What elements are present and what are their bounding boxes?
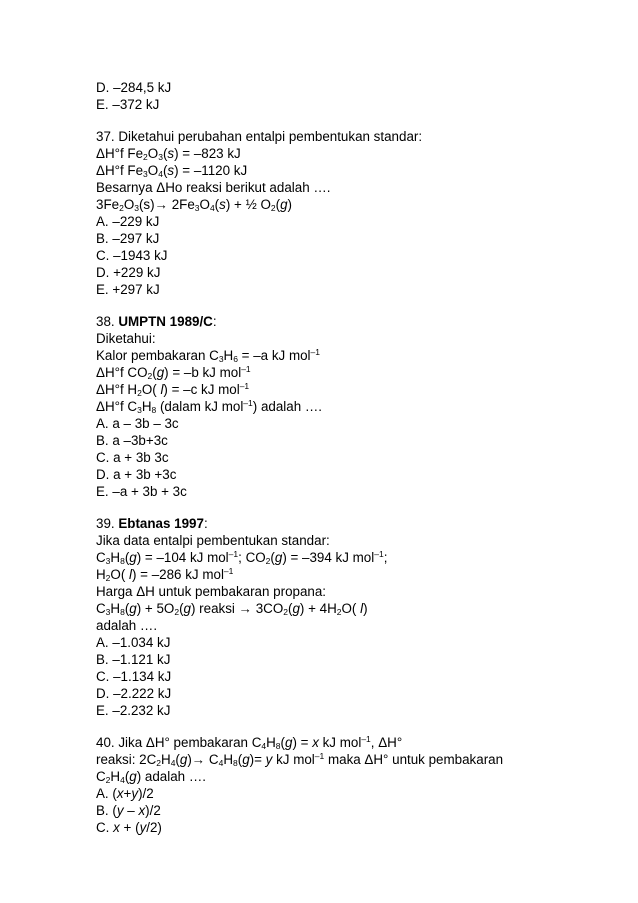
text-line: B. a –3b+3c bbox=[96, 433, 168, 448]
text-line: D. +229 kJ bbox=[96, 265, 161, 280]
text-line: Harga ΔH untuk pembakaran propana: bbox=[96, 584, 327, 599]
text-line: $H_2O$( l) = –286 kJ mol$^{-1}$ bbox=[96, 566, 234, 583]
text-line: D. –2.222 kJ bbox=[96, 686, 172, 701]
text-line: $3Fe_2O_3(s)\to 2Fe_3O_4(s)$ + ½ $O_2(g)$ bbox=[96, 197, 292, 213]
text-line: A. –229 kJ bbox=[96, 214, 160, 229]
text-line: C. a + 3b 3c bbox=[96, 450, 169, 465]
text-line: ΔH°f $CO_2(g) = -b$ kJ mol$^{-1}$ bbox=[96, 364, 251, 381]
text-line: E. +297 kJ bbox=[96, 282, 160, 297]
text-line: ΔH°f $C_3H_8$ (dalam kJ mol$^{-1}$) adalah …. bbox=[96, 398, 322, 415]
text-line: ΔH°f $H_2O$( l) = –c kJ mol$^{-1}$ bbox=[96, 381, 250, 398]
text-line: ΔH°f $Fe_3O_4(s) = -1120$ kJ bbox=[96, 163, 248, 179]
text-line: E. –2.232 kJ bbox=[96, 703, 171, 718]
text-line: C. x + (y/2) bbox=[96, 820, 162, 835]
text-line: reaksi: $2C_2H_4(g)\to C_4H_8(g)= y$ kJ mol$^{-1}$ maka ΔH° untuk pembakaran bbox=[96, 751, 504, 768]
text-line: A. a – 3b – 3c bbox=[96, 416, 179, 431]
text-line: ΔH°f $Fe_2O_3(s) = -823$ kJ bbox=[96, 146, 241, 162]
text-line: B. (y – x)/2 bbox=[96, 803, 161, 818]
text-line: A. (x+y)/2 bbox=[96, 786, 154, 801]
text-line: $C_3H_8(g) + 5O_2(g)$ reaksi → $3CO_2(g) + 4H_2O$( l) bbox=[96, 601, 368, 617]
text-line: Jika data entalpi pembentukan standar: bbox=[96, 533, 330, 548]
text-line: B. –297 kJ bbox=[96, 231, 160, 246]
text-line: Diketahui: bbox=[96, 331, 156, 346]
text-line: D. –284,5 kJ bbox=[96, 80, 172, 95]
text-line: C. –1.134 kJ bbox=[96, 669, 172, 684]
text-line: 38. UMPTN 1989/C: bbox=[96, 314, 217, 329]
text-line: 37. Diketahui perubahan entalpi pembentukan standar: bbox=[96, 129, 423, 144]
text-line: 39. Ebtanas 1997: bbox=[96, 516, 208, 531]
text-line: Besarnya ΔHo reaksi berikut adalah …. bbox=[96, 180, 331, 195]
text-line: B. –1.121 kJ bbox=[96, 652, 171, 667]
text-line: E. –372 kJ bbox=[96, 97, 160, 112]
text-line: Kalor pembakaran $C_3H_6 = -a$ kJ mol$^{-1}$ bbox=[96, 347, 320, 364]
text-line: E. –a + 3b + 3c bbox=[96, 484, 187, 499]
text-line: adalah …. bbox=[96, 618, 158, 633]
text-line: A. –1.034 kJ bbox=[96, 635, 171, 650]
text-line: $C_2H_4(g)$ adalah …. bbox=[96, 769, 206, 785]
text-line: 40. Jika ΔH° pembakaran $C_4H_8(g) = x$ kJ mol$^{-1}$, ΔH° bbox=[96, 734, 403, 751]
text-line: $C_3H_8(g) = -104$ kJ mol$^{-1}$; $CO_2(g) = -394$ kJ mol$^{-1}$; bbox=[96, 549, 388, 566]
text-line: D. a + 3b +3c bbox=[96, 467, 177, 482]
text-line: C. –1943 kJ bbox=[96, 248, 168, 263]
